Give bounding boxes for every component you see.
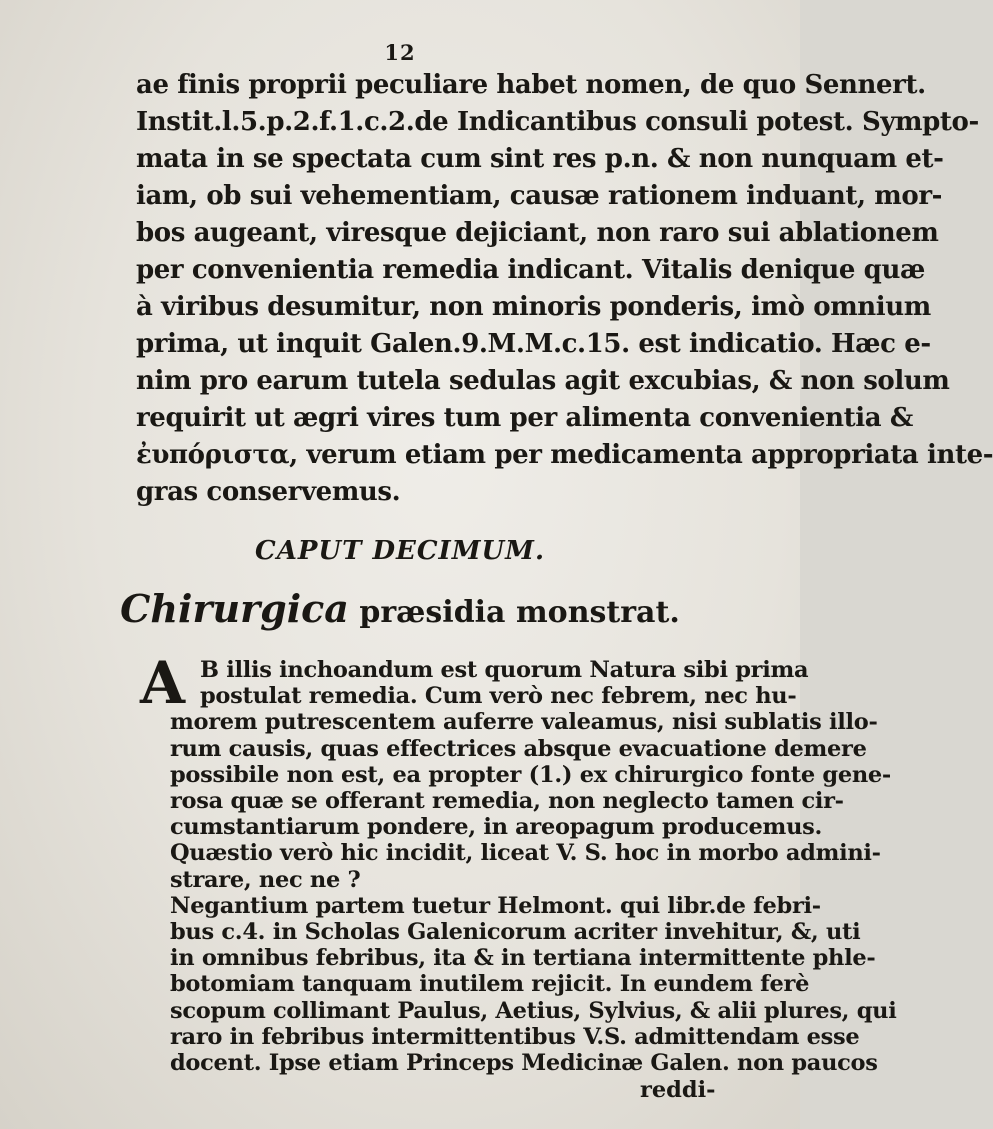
catchword: reddi- [640,1077,716,1103]
text-line-3: mata in se spectata cum sint res p.n. & non nunquam et- [136,144,944,174]
text-line-2: Instit.l.5.p.2.f.1.c.2.de Indicantibus consuli potest. Sympto- [136,107,979,137]
text-line-10: requirit ut ægri vires tum per alimenta convenientia & [136,403,913,433]
body-line-3: morem putrescentem auferre valeamus, nisi sublatis illo- [170,709,878,735]
body-line-5: possibile non est, ea propter (1.) ex chirurgico fonte gene- [170,762,891,788]
text-line-11: ἐυπόριστα, verum etiam per medicamenta appropriata inte- [136,440,993,470]
text-line-9: nim pro earum tutela sedulas agit excubias, & non solum [136,366,950,396]
text-line-8: prima, ut inquit Galen.9.M.M.c.15. est indicatio. Hæc e- [136,329,931,359]
text-line-7: à viribus desumitur, non minoris ponderis, imò omnium [136,292,931,322]
body-line-2: postulat remedia. Cum verò nec febrem, nec hu- [200,683,797,709]
text-line-4: iam, ob sui vehementiam, causæ rationem induant, mor- [136,181,943,211]
chapter-subtitle-rest: præsidia monstrat. [348,595,680,630]
chapter-subtitle [0,586,800,631]
chapter-title: CAPUT DECIMUM. [255,536,545,566]
text-line-6: per convenientia remedia indicant. Vitalis denique quæ [136,255,925,285]
body-line-13: botomiam tanquam inutilem rejicit. In eundem ferè [170,971,810,997]
body-line-12: in omnibus febribus, ita & in tertiana intermittente phle- [170,945,876,971]
chapter-subtitle-italic: Chirurgica [120,586,349,631]
text-line-12: gras conservemus. [136,477,401,507]
drop-cap: A [140,649,186,717]
body-line-11: bus c.4. in Scholas Galenicorum acriter invehitur, &, uti [170,919,861,945]
body-line-15: raro in febribus intermittentibus V.S. admittendam esse [170,1024,860,1050]
text-line-1: ae finis proprii peculiare habet nomen, de quo Sennert. [136,70,926,100]
body-line-10: Negantium partem tuetur Helmont. qui libr.de febri- [170,893,821,919]
page-number: 12 [384,40,416,65]
body-line-1: B illis inchoandum est quorum Natura sibi prima [200,657,809,683]
body-line-8: Quæstio verò hic incidit, liceat V. S. hoc in morbo admini- [170,840,881,866]
body-line-16: docent. Ipse etiam Princeps Medicinæ Galen. non paucos [170,1050,878,1076]
body-line-9: strare, nec ne ? [170,867,361,893]
text-line-5: bos augeant, viresque dejiciant, non raro sui ablationem [136,218,939,248]
body-line-14: scopum collimant Paulus, Aetius, Sylvius, & alii plures, qui [170,998,897,1024]
body-line-6: rosa quæ se offerant remedia, non neglecto tamen cir- [170,788,844,814]
body-line-7: cumstantiarum pondere, in areopagum producemus. [170,814,823,840]
body-line-4: rum causis, quas effectrices absque evacuatione demere [170,736,867,762]
